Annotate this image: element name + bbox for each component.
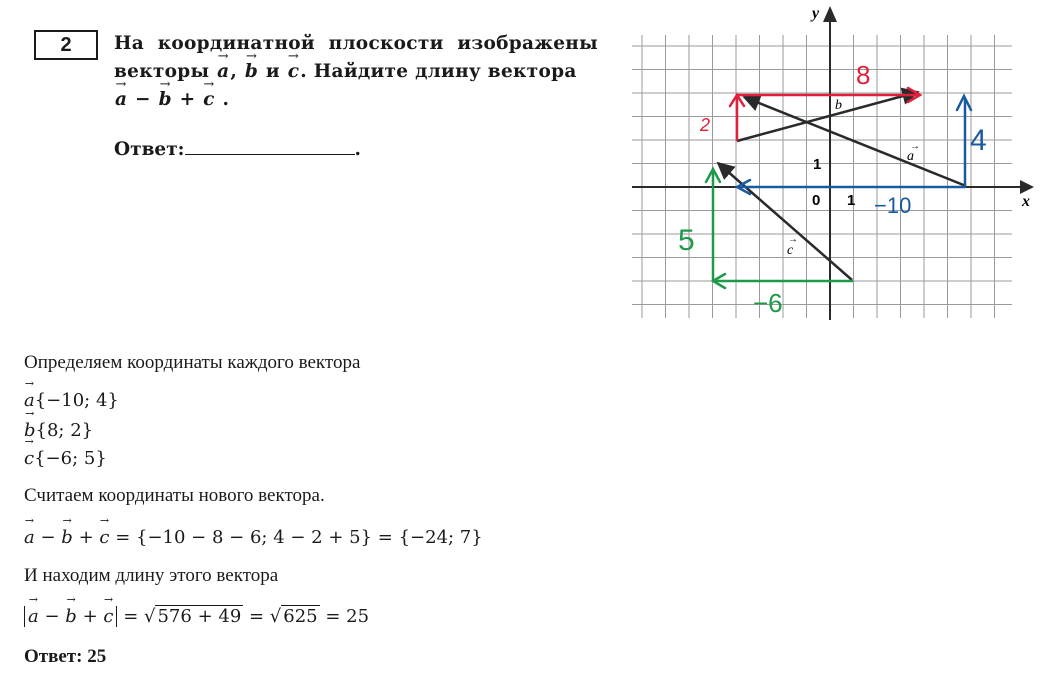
sum-minus: − — [40, 527, 56, 548]
vector-b-label-arrow-icon: → — [836, 89, 846, 100]
solution-line-1: Определяем координаты каждого вектора — [24, 352, 361, 373]
hand-label-a-y: 4 — [970, 124, 987, 157]
vector-c-symbol: → c — [287, 58, 301, 86]
x-tick-1-label: 1 — [847, 192, 856, 209]
solution-line-3: И находим длину этого вектора — [24, 565, 279, 586]
sum-formula — [24, 527, 483, 548]
expr-vector-b: → b — [158, 86, 173, 114]
hand-label-c-y: 5 — [678, 224, 695, 257]
task-conj: и — [265, 61, 280, 82]
len-minus: − — [44, 606, 60, 627]
sum-plus: + — [78, 527, 94, 548]
vector-a-coords — [24, 390, 119, 411]
sol-vec-c: → c — [24, 448, 34, 469]
len-vec-b: → b — [65, 606, 77, 627]
a-coords-value: {−10; 4} — [34, 390, 119, 411]
vector-b-symbol: → b — [244, 58, 259, 86]
sum-vec-b: → b — [61, 527, 73, 548]
hand-label-b-x: 8 — [856, 60, 871, 90]
length-abs — [24, 606, 117, 627]
b-coords-value: {8; 2} — [35, 420, 94, 441]
hand-label-c-x: −6 — [753, 288, 783, 318]
sol-vec-a: → a — [24, 390, 35, 411]
grid-lines — [632, 35, 1012, 318]
sum-vec-c: → c — [99, 527, 109, 548]
hand-label-a-x: −10 — [874, 193, 912, 218]
vector-a-symbol: → a — [216, 58, 230, 86]
y-tick-1-label: 1 — [813, 156, 822, 173]
expr-vector-a: → a — [114, 86, 128, 114]
vector-c-line — [718, 163, 852, 280]
vector-b-components — [730, 88, 920, 140]
c-coords-value: {−6; 5} — [34, 448, 107, 469]
sum-vec-a: → a — [24, 527, 35, 548]
task-sep: , — [230, 61, 238, 82]
expr-vector-c: → c — [202, 86, 216, 114]
y-axis-arrow-icon — [823, 6, 837, 22]
len-radicand-1: 576 + 49 — [157, 606, 242, 627]
expr-end: . — [222, 89, 230, 110]
final-answer: Ответ: 25 — [24, 646, 107, 667]
length-formula — [24, 606, 369, 627]
vector-b-coords — [24, 420, 93, 441]
coordinate-plane — [620, 0, 1040, 330]
vector-a-label: a — [907, 149, 914, 164]
len-plus: + — [82, 606, 98, 627]
vector-b-label: b — [835, 98, 842, 113]
x-axis-arrow-icon — [1020, 180, 1034, 194]
expr-plus: + — [179, 89, 196, 110]
vector-a-label-arrow-icon: → — [910, 141, 920, 152]
len-vec-a: → a — [28, 606, 39, 627]
len-radicand-2: 625 — [283, 606, 318, 627]
len-eq-sqrt-2: = √ — [243, 606, 282, 627]
answer-field — [114, 136, 361, 160]
len-eq-sqrt-1: = √ — [117, 606, 156, 627]
origin-label: 0 — [812, 192, 821, 209]
expr-minus: − — [135, 89, 151, 110]
task-text-part2: . Найдите длину вектора — [300, 61, 577, 82]
answer-end: . — [354, 139, 361, 160]
y-axis-label: y — [812, 5, 820, 22]
solution-line-2: Считаем координаты нового вектора. — [24, 485, 325, 506]
vector-c-coords — [24, 448, 107, 469]
sol-vec-b: → b — [24, 420, 36, 441]
answer-blank[interactable] — [185, 136, 355, 155]
len-vec-c: → c — [103, 606, 113, 627]
task-statement — [114, 30, 598, 114]
vector-c-label: c — [787, 243, 794, 258]
answer-label: Ответ: — [114, 139, 185, 160]
hand-label-b-y: 2 — [700, 115, 711, 135]
task-number: 2 — [34, 30, 98, 60]
vector-c-label-arrow-icon: → — [788, 234, 798, 245]
len-result: = 25 — [319, 606, 370, 627]
sum-result: = {−10 − 8 − 6; 4 − 2 + 5} = {−24; 7} — [115, 527, 483, 548]
x-axis-label: x — [1022, 193, 1030, 210]
task-text-part1: На координатной плоскости изображены векторы — [114, 33, 598, 82]
